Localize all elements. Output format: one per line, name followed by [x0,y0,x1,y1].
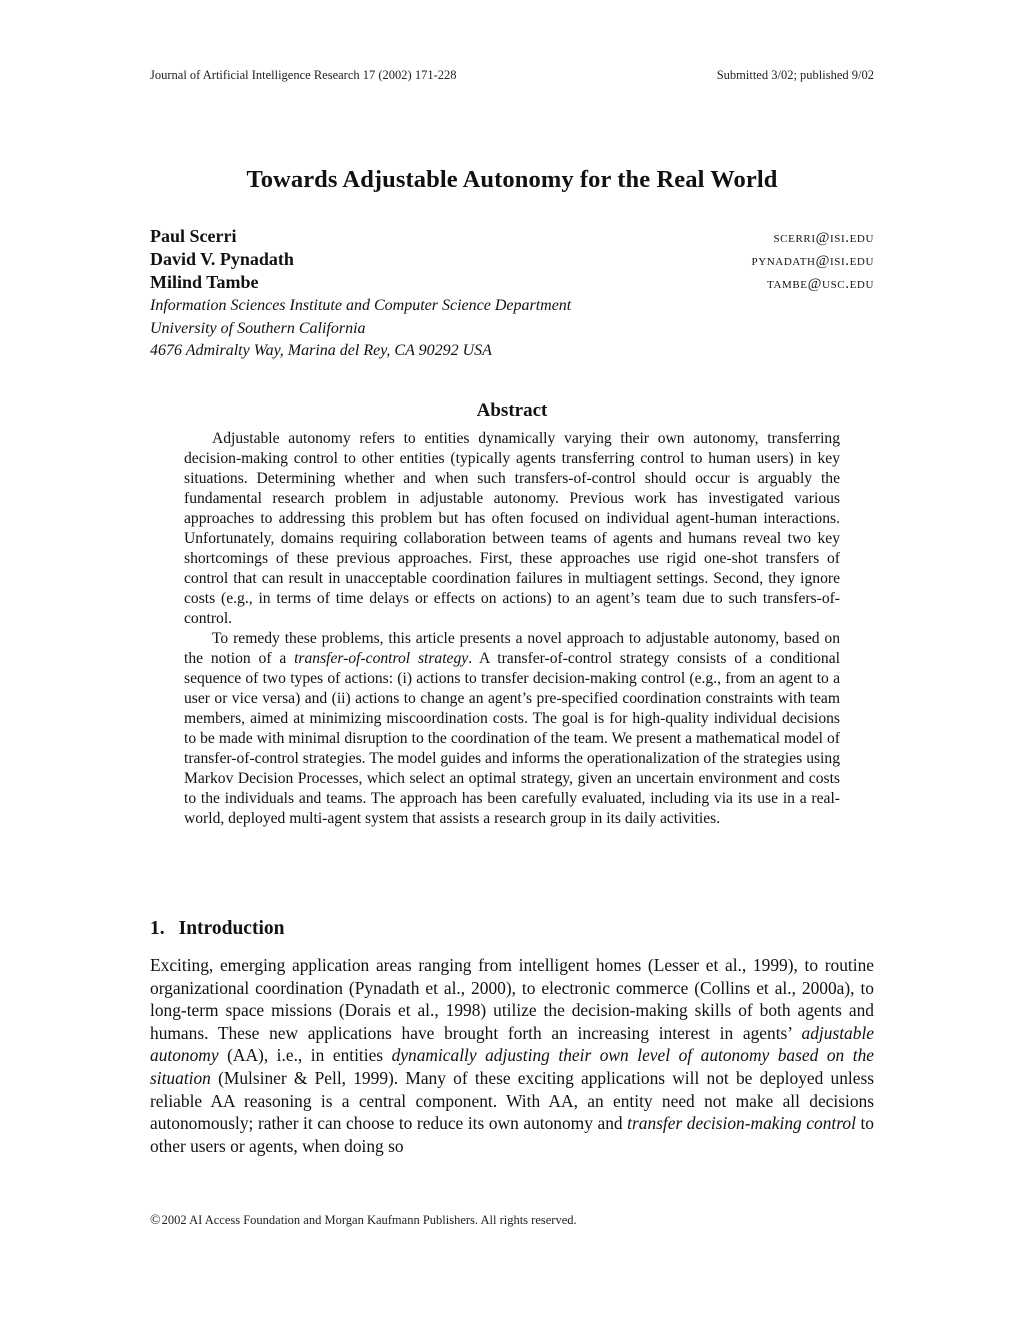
abstract-paragraph [184,629,840,829]
intro-emphasis: adjustable autonomy [150,1022,874,1066]
intro-text: Exciting, emerging application areas ranging from intelligent homes (Lesser et al., 1999), to routine organizational coordination (Pynadath et al., 2000), to electronic commerce (Collins et al., 2000a), to long-term space missions (Dorais et al., 1998) utilize the decision-making skills of both agents and humans. These new applications have brought forth an increasing interest in agents’ [150,955,874,1043]
abstract-heading: Abstract [476,400,548,421]
copyright-symbol: © [150,1213,161,1228]
copyright-text: 2002 AI Access Foundation and Morgan Kaufmann Publishers. All rights reserved. [161,1213,577,1227]
author-row [150,272,874,295]
author-email: pynadath@isi.edu [751,253,874,269]
abstract-text: To remedy these problems, this article presents a novel approach to adjustable autonomy, based on the notion of a [184,630,840,667]
abstract-body [184,429,840,829]
abstract-paragraph: Adjustable autonomy refers to entities dynamically varying their own autonomy, transferring decision-making control to other entities (typically agents transferring control to human users) in key situations. Determining whether and when such transfers-of-control should occur is arguably the fundamental research problem in adjustable autonomy. Previous work has investigated various approaches to addressing this problem but has often focused on individual agent-human interactions. Unfortunately, domains requiring collaboration between teams of agents and humans reveal two key shortcomings of these previous approaches. First, these approaches use rigid one-shot transfers of control that can result in unacceptable coordination failures in multiagent settings. Second, they ignore costs (e.g., in terms of time delays or effects on actions) to an agent’s team due to such transfers-of-control. [184,430,840,627]
author-name: Milind Tambe [150,272,259,292]
author-email: scerri@isi.edu [773,230,874,246]
paper-title: Towards Adjustable Autonomy for the Real World [246,166,778,193]
author-name: Paul Scerri [150,226,237,246]
running-head [150,68,874,83]
intro-text: to other users or agents, when doing so [150,1113,874,1156]
submission-dates: Submitted 3/02; published 9/02 [716,68,874,82]
introduction-body [150,954,874,1157]
section-heading [150,918,284,940]
abstract-emphasis: transfer-of-control strategy [294,650,469,667]
author-row [150,249,874,272]
intro-text: (Mulsiner & Pell, 1999). Many of these exciting applications will not be deployed unless reliable AA reasoning is a central component. With AA, an entity need not make all decisions autonomously; rather it can choose to reduce its own autonomy and [150,1067,874,1134]
author-name: David V. Pynadath [150,249,294,269]
abstract-text: . A transfer-of-control strategy consists of a conditional sequence of two types of actions: (i) actions to transfer decision-making control (e.g., from an agent to a user or vice versa) and (ii) actions to change an agent’s pre-specified coordination constraints with team members, aimed at minimizing miscoordination costs. The goal is for high-quality individual decisions to be made with minimal disruption to the coordination of the team. We present a mathematical model of transfer-of-control strategies. The model guides and informs the operationalization of the strategies using Markov Decision Processes, which select an optimal strategy, given an uncertain environment and costs to the individuals and teams. The approach has been carefully evaluated, including via its use in a real-world, deployed multi-agent system that assists a research group in its daily activities. [184,650,840,827]
copyright-footer [150,1213,577,1229]
affiliation-line: Information Sciences Institute and Computer Science Department [150,297,572,314]
author-email: tambe@usc.edu [767,276,874,292]
author-row [150,226,874,249]
intro-paragraph [150,954,874,1157]
intro-emphasis: transfer decision-making control [627,1113,856,1134]
author-block [150,226,874,363]
affiliation-line: 4676 Admiralty Way, Marina del Rey, CA 90292 USA [150,342,492,359]
journal-citation: Journal of Artificial Intelligence Research 17 (2002) 171-228 [150,68,457,82]
section-title: Introduction [178,918,285,939]
intro-text: (AA), i.e., in entities [218,1045,392,1066]
intro-emphasis: dynamically adjusting their own level of autonomy based on the situation [150,1045,874,1088]
section-number: 1. [150,918,165,939]
affiliation-line: University of Southern California [150,319,366,337]
